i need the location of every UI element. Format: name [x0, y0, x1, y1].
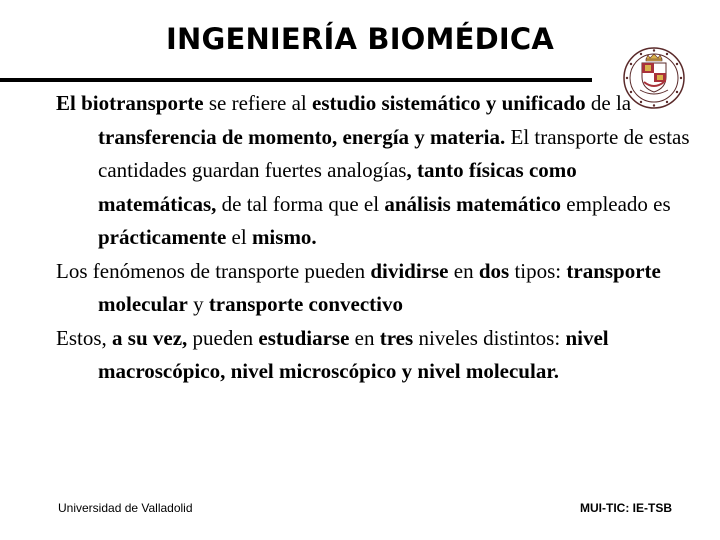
paragraph-transport-types [56, 255, 696, 322]
title-divider [0, 78, 592, 82]
text-run: Los fenómenos de transporte pueden [56, 258, 371, 283]
footer-university: Universidad de Valladolid [58, 501, 193, 515]
text-run: transferencia de momento, energía y materia. [98, 124, 506, 149]
text-run: de tal forma que el [216, 191, 385, 216]
text-run: transporte convectivo [208, 292, 404, 316]
text-run: se refiere al [203, 91, 313, 115]
text-run: empleado es [561, 191, 671, 216]
slide-body [56, 87, 696, 389]
paragraph-biotransport [56, 87, 696, 255]
text-run: en [448, 258, 479, 283]
text-run: mismo. [251, 225, 317, 249]
text-run: tres [379, 325, 414, 350]
text-run: estudiarse [258, 325, 350, 350]
paragraph-study-levels [56, 322, 696, 389]
text-run: pueden [187, 325, 259, 350]
text-run: análisis matemático [384, 191, 562, 216]
slide-title: INGENIERÍA BIOMÉDICA [165, 22, 554, 56]
text-run: Estos, [56, 325, 113, 350]
text-run: dividirse [370, 258, 449, 283]
text-run: de la [585, 91, 632, 115]
text-run: dos [478, 258, 510, 283]
text-run: estudio sistemático y unificado [312, 91, 586, 115]
text-run: El biotransporte [56, 91, 204, 115]
text-run: El transporte de estas cantidades guardan fuertes analogías [98, 124, 690, 182]
text-run: el [226, 225, 252, 249]
text-run: , tanto físicas como matemáticas, [98, 158, 577, 216]
text-run: niveles distintos: [413, 325, 566, 350]
text-run: en [349, 325, 380, 350]
text-run: y [187, 292, 209, 316]
text-run: a su vez, [112, 325, 188, 350]
text-run: tipos: [509, 258, 567, 283]
text-run: nivel macroscópico, nivel microscópico y nivel molecular. [98, 325, 609, 383]
text-run: prácticamente [98, 225, 227, 249]
text-run: transporte molecular [98, 258, 661, 316]
footer-course: MUI-TIC: IE-TSB [580, 501, 672, 515]
